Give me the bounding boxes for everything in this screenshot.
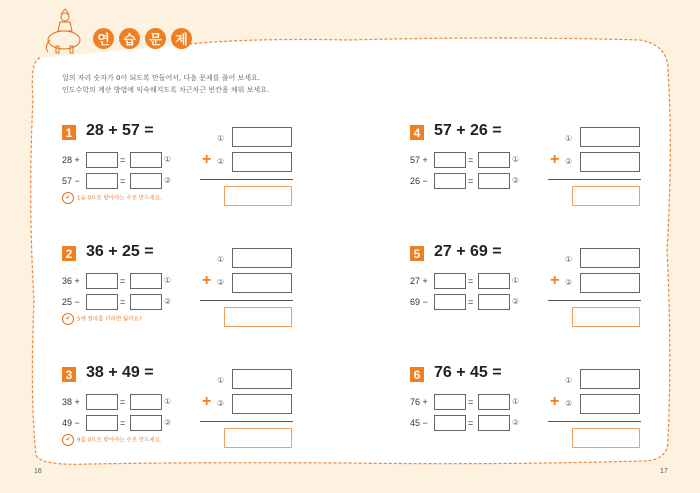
equals-sign: = [468,155,474,165]
step-label: 45 − [410,418,428,428]
step-label: 57 − [62,176,80,186]
answer-box[interactable] [478,273,510,289]
circled-two-mark: ② [565,157,573,166]
result-box[interactable] [572,307,640,327]
answer-box[interactable] [130,173,162,189]
problem-number: 4 [410,125,424,140]
answer-box[interactable] [130,152,162,168]
step-label: 28 + [62,155,80,165]
answer-box[interactable] [232,127,292,147]
sum-line [548,179,641,180]
circled-one-mark: ① [565,376,573,385]
answer-box[interactable] [580,369,640,389]
problem-5 [410,243,700,356]
circled-one-mark: ① [512,155,520,164]
title-char-2: 습 [119,28,140,49]
equals-sign: = [468,297,474,307]
sum-line [548,421,641,422]
circled-one-mark: ① [217,134,225,143]
problem-number: 1 [62,125,76,140]
answer-box[interactable] [86,394,118,410]
answer-box[interactable] [434,273,466,289]
answer-box[interactable] [434,415,466,431]
answer-box[interactable] [86,273,118,289]
check-heart-icon: ✔ [62,192,74,204]
instructions [62,72,269,96]
answer-box[interactable] [130,294,162,310]
vertical-sum [550,369,650,459]
answer-box[interactable] [478,294,510,310]
title-char-3: 문 [145,28,166,49]
elephant-rider-illustration [42,8,88,54]
plus-sign: + [550,272,560,289]
result-box[interactable] [572,186,640,206]
circled-two-mark: ② [164,297,172,306]
equals-sign: = [120,418,126,428]
equals-sign: = [468,397,474,407]
answer-box[interactable] [232,152,292,172]
step-label: 57 + [410,155,428,165]
circled-one-mark: ① [164,397,172,406]
result-box[interactable] [224,307,292,327]
plus-sign: + [550,393,560,410]
title-char-1: 연 [93,28,114,49]
problem-number: 6 [410,367,424,382]
answer-box[interactable] [232,248,292,268]
answer-box[interactable] [478,173,510,189]
plus-sign: + [202,393,212,410]
sum-line [200,179,293,180]
vertical-sum [202,248,302,338]
answer-box[interactable] [434,394,466,410]
answer-box[interactable] [130,415,162,431]
answer-box[interactable] [580,127,640,147]
step-label: 38 + [62,397,80,407]
problem-expression: 76 + 45 = [434,364,502,381]
answer-box[interactable] [232,369,292,389]
answer-box[interactable] [232,273,292,293]
circled-one-mark: ① [512,276,520,285]
sum-line [200,300,293,301]
equals-sign: = [120,276,126,286]
plus-sign: + [550,151,560,168]
equals-sign: = [468,176,474,186]
circled-two-mark: ② [164,176,172,185]
circled-two-mark: ② [512,176,520,185]
answer-box[interactable] [232,394,292,414]
answer-box[interactable] [86,415,118,431]
plus-sign: + [202,272,212,289]
circled-one-mark: ① [164,155,172,164]
hint-text: 9를 0으로 받아야는 수로 만드세요. [77,437,162,444]
equals-sign: = [468,276,474,286]
answer-box[interactable] [434,152,466,168]
circled-one-mark: ① [565,134,573,143]
circled-two-mark: ② [565,399,573,408]
hint [62,313,142,325]
step-label: 27 + [410,276,428,286]
page-number-right: 17 [660,468,668,475]
plus-sign: + [202,151,212,168]
answer-box[interactable] [478,152,510,168]
result-box[interactable] [572,428,640,448]
answer-box[interactable] [580,152,640,172]
step-label: 36 + [62,276,80,286]
answer-box[interactable] [86,294,118,310]
check-heart-icon: ✔ [62,434,74,446]
hint-text: 5에 얼마를 더하면 될까요? [77,316,142,323]
problem-number: 3 [62,367,76,382]
circled-one-mark: ① [217,255,225,264]
problem-4 [410,122,700,235]
circled-one-mark: ① [217,376,225,385]
step-label: 49 − [62,418,80,428]
problem-2 [62,243,362,356]
answer-box[interactable] [478,415,510,431]
problem-3 [62,364,362,477]
vertical-sum [202,127,302,217]
vertical-sum [550,127,650,217]
answer-box[interactable] [580,273,640,293]
equals-sign: = [120,397,126,407]
circled-two-mark: ② [217,157,225,166]
answer-box[interactable] [130,394,162,410]
circled-two-mark: ② [512,418,520,427]
circled-one-mark: ① [512,397,520,406]
circled-one-mark: ① [565,255,573,264]
title-char-4: 제 [171,28,192,49]
sum-line [200,421,293,422]
problem-expression: 57 + 26 = [434,122,502,139]
step-label: 26 − [410,176,428,186]
equals-sign: = [120,297,126,307]
hint-text: 1을 0으로 받아야는 수로 만드세요. [77,195,162,202]
result-box[interactable] [224,186,292,206]
problem-expression: 36 + 25 = [86,243,154,260]
answer-box[interactable] [434,294,466,310]
instruction-line-1: 일의 자리 숫자가 0이 되도록 만들어서, 다음 문제를 풀어 보세요. [62,74,260,82]
answer-box[interactable] [478,394,510,410]
answer-box[interactable] [434,173,466,189]
instruction-line-2: 인도수학의 계산 방법에 익숙해지도록 차근차근 빈칸을 채워 보세요. [62,86,270,94]
circled-two-mark: ② [217,278,225,287]
answer-box[interactable] [86,173,118,189]
page-number-left: 16 [34,468,42,475]
step-label: 69 − [410,297,428,307]
problem-number: 2 [62,246,76,261]
result-box[interactable] [224,428,292,448]
equals-sign: = [468,418,474,428]
hint [62,192,162,204]
circled-two-mark: ② [565,278,573,287]
sum-line [548,300,641,301]
answer-box[interactable] [86,152,118,168]
problem-expression: 38 + 49 = [86,364,154,381]
circled-two-mark: ② [217,399,225,408]
problem-expression: 28 + 57 = [86,122,154,139]
answer-box[interactable] [580,248,640,268]
circled-two-mark: ② [164,418,172,427]
problem-number: 5 [410,246,424,261]
equals-sign: = [120,176,126,186]
answer-box[interactable] [580,394,640,414]
equals-sign: = [120,155,126,165]
step-label: 76 + [410,397,428,407]
problem-6 [410,364,700,477]
step-label: 25 − [62,297,80,307]
problem-1 [62,122,362,235]
problem-expression: 27 + 69 = [434,243,502,260]
hint [62,434,162,446]
answer-box[interactable] [130,273,162,289]
circled-one-mark: ① [164,276,172,285]
vertical-sum [550,248,650,338]
circled-two-mark: ② [512,297,520,306]
check-heart-icon: ✔ [62,313,74,325]
vertical-sum [202,369,302,459]
